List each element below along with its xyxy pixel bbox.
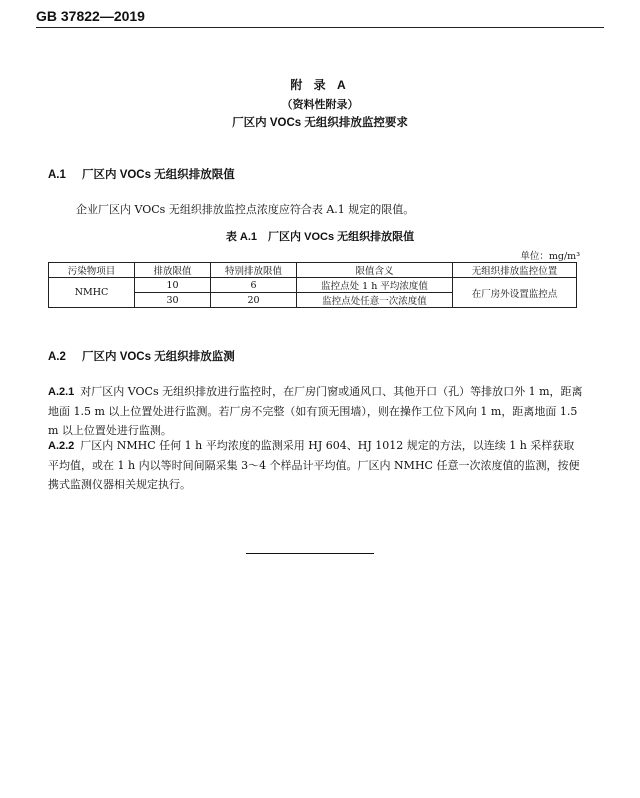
end-rule [246, 553, 374, 554]
clause-text: 对厂区内 VOCs 无组织排放进行监控时，在厂房门窗或通风口、其他开口（孔）等排放口外 1 m，距离地面 1.5 m 以上位置处进行监测。若厂房不完整（如有顶无围墙），则在操作工位下风向 1 m，距离地面 1.5 m 以上位置处进行监测。 [48, 385, 583, 437]
special-limit-cell: 20 [211, 293, 297, 308]
section-a1-heading [48, 166, 235, 182]
table-header-row [49, 263, 577, 278]
clause-a2-2 [48, 436, 584, 494]
table-header-cell: 特别排放限值 [211, 263, 297, 278]
section-a1-paragraph: 企业厂区内 VOCs 无组织排放监控点浓度应符合表 A.1 规定的限值。 [76, 203, 415, 216]
section-a2-heading [48, 348, 235, 364]
clause-number: A.2.1 [48, 386, 75, 398]
table-header-cell: 排放限值 [135, 263, 211, 278]
clause-number: A.2.2 [48, 440, 75, 452]
header-rule [36, 27, 604, 28]
table-unit: 单位：mg/m³ [520, 251, 580, 262]
table-caption: 表 A.1 厂区内 VOCs 无组织排放限值 [225, 231, 415, 243]
clause-text: 厂区内 NMHC 任何 1 h 平均浓度的监测采用 HJ 604、HJ 1012 规定的方法，以连续 1 h 采样获取平均值，或在 1 h 内以等时间间隔采集 3～4 个样品计平均值。厂区内 NMHC 任意一次浓度值的监测，按便携式监测仪器相关规定执行。 [48, 439, 580, 491]
appendix-title: 附 录 A [290, 78, 350, 92]
limit-cell: 30 [135, 293, 211, 308]
meaning-cell: 监控点处任意一次浓度值 [297, 293, 453, 308]
appendix-subtitle: （资料性附录） [281, 99, 359, 111]
section-a2-title: 厂区内 VOCs 无组织排放监测 [82, 351, 235, 363]
appendix-name: 厂区内 VOCs 无组织排放监控要求 [232, 117, 408, 129]
location-cell: 在厂房外设置监控点 [453, 278, 577, 308]
meaning-cell: 监控点处 1 h 平均浓度值 [297, 278, 453, 293]
table-header-cell: 无组织排放监控位置 [453, 263, 577, 278]
standard-code: GB 37822—2019 [36, 8, 145, 24]
clause-a2-1 [48, 382, 584, 440]
section-a1-number: A.1 [48, 169, 66, 181]
table-row [49, 278, 577, 293]
table-header-cell: 污染物项目 [49, 263, 135, 278]
special-limit-cell: 6 [211, 278, 297, 293]
table-header-cell: 限值含义 [297, 263, 453, 278]
limits-table [48, 262, 577, 308]
section-a2-number: A.2 [48, 351, 66, 363]
section-a1-title: 厂区内 VOCs 无组织排放限值 [82, 169, 235, 181]
pollutant-cell: NMHC [49, 278, 135, 308]
limit-cell: 10 [135, 278, 211, 293]
